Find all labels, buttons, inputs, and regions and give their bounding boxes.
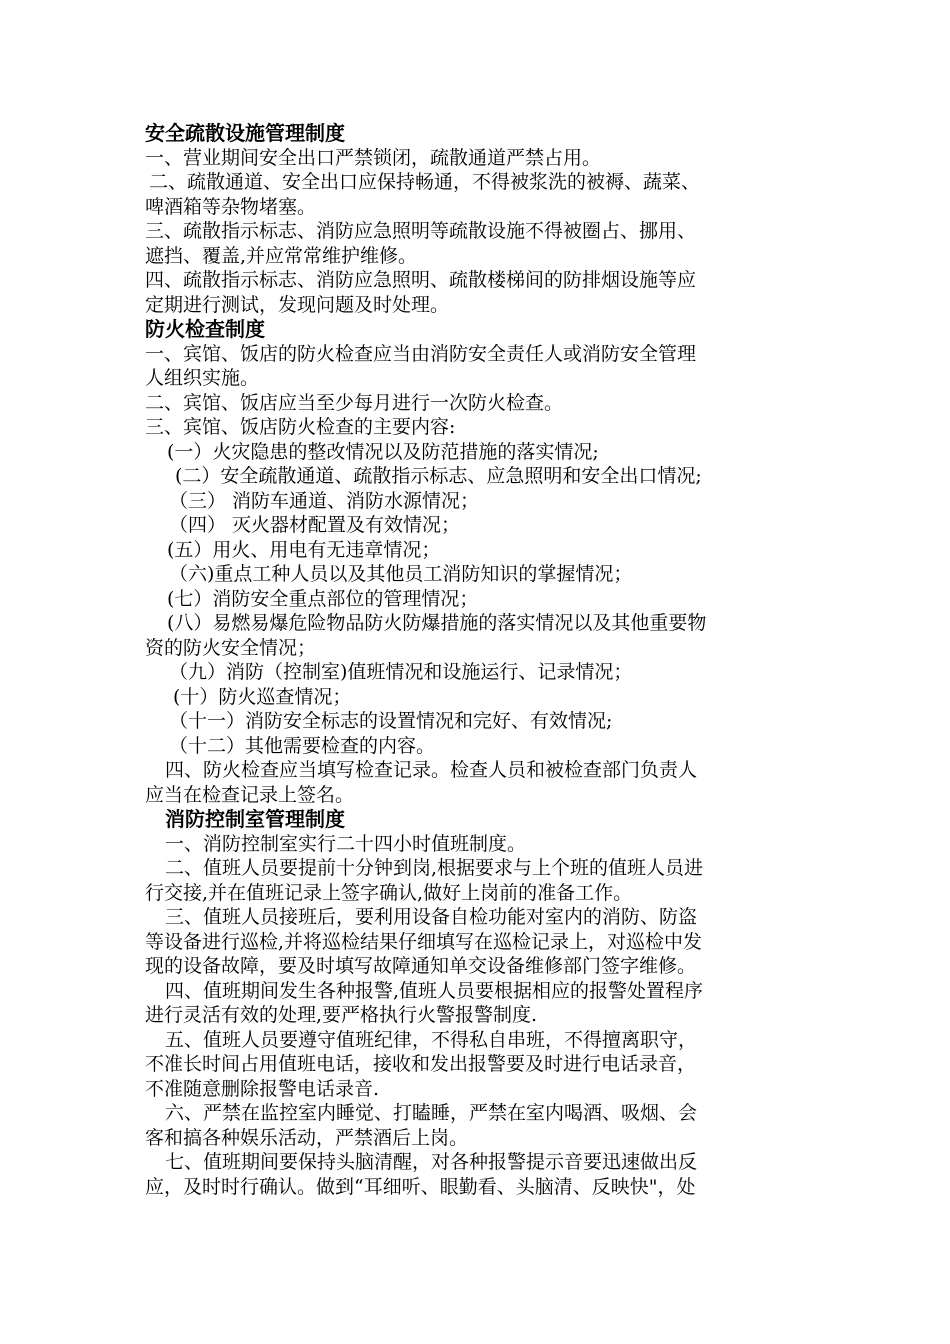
text-line: 五、值班人员要遵守值班纪律，不得私自串班，不得擅离职守， [165,1028,698,1051]
text-line: 等设备进行巡检,并将巡检结果仔细填写在巡检记录上，对巡检中发 [145,930,703,953]
text-line: 二、宾馆、饭店应当至少每月进行一次防火检查。 [145,391,564,414]
text-line: 不准随意删除报警电话录音. [145,1077,380,1100]
text-line: 资的防火安全情况； [145,636,317,659]
text-line: （四） 灭火器材配置及有效情况； [169,514,461,536]
text-line: 六、严禁在监控室内睡觉、打瞌睡，严禁在室内喝酒、吸烟、会 [165,1102,698,1124]
text-line: 七、值班期间要保持头脑清醒，对各种报警提示音要迅速做出反 [165,1151,698,1173]
text-line: （九）消防（控制室)值班情况和设施运行、记录情况； [169,661,633,683]
text-line: (一）火灾隐患的整改情况以及防范措施的落实情况; [167,440,599,463]
text-line: 一、宾馆、饭店的防火检查应当由消防安全责任人或消防安全管理 [145,342,697,365]
text-line: 啤酒箱等杂物堵塞。 [145,195,317,218]
text-line: 一、消防控制室实行二十四小时值班制度。 [165,832,527,855]
text-line: 定期进行测试，发现问题及时处理。 [145,293,450,316]
document-page [145,121,815,1199]
section-title-evacuation: 安全疏散设施管理制度 [145,121,345,145]
section-title-fire-inspection: 防火检查制度 [145,317,265,341]
text-line: （三） 消防车通道、消防水源情况； [169,489,480,512]
section-title-control-room: 消防控制室管理制度 [165,807,345,831]
text-line: (八）易燃易爆危险物品防火防爆措施的落实情况以及其他重要物 [167,612,707,634]
text-line: 一、营业期间安全出口严禁锁闭，疏散通道严禁占用。 [145,146,602,169]
text-line: (二）安全疏散通道、疏散指示标志、应急照明和安全出口情况; [175,465,702,487]
text-line: 不准长时间占用值班电话，接收和发出报警要及时进行电话录音， [145,1053,697,1075]
text-line: （六)重点工种人员以及其他员工消防知识的掌握情况； [169,563,633,585]
text-line: (七）消防安全重点部位的管理情况； [167,587,479,610]
text-line: 二、值班人员要提前十分钟到岗,根据要求与上个班的值班人员进 [165,857,704,879]
text-line: 行交接,并在值班记录上签字确认,做好上岗前的准备工作。 [145,881,633,904]
text-line: 人组织实施。 [145,367,260,389]
text-line: (五）用火、用电有无违章情况； [167,538,441,561]
text-line: 应，及时时行确认。做到“耳细听、眼勤看、头脑清、反映快"，处 [145,1175,696,1198]
text-line: 现的设备故障，要及时填写故障通知单交设备维修部门签字维修。 [145,955,697,977]
text-line: （十一）消防安全标志的设置情况和完好、有效情况; [169,710,613,732]
text-line: (十）防火巡查情况； [173,685,352,708]
text-line: 四、疏散指示标志、消防应急照明、疏散楼梯间的防排烟设施等应 [145,269,697,291]
text-line: 二、疏散通道、安全出口应保持畅通，不得被浆洗的被褥、蔬菜、 [149,171,701,193]
text-line: 三、宾馆、饭店防火检查的主要内容: [145,416,456,438]
text-line: 进行灵活有效的处理,要严格执行火警报警制度. [145,1004,538,1026]
text-line: 应当在检查记录上签名。 [145,783,355,806]
text-line: 客和搞各种娱乐活动，严禁酒后上岗。 [145,1126,469,1149]
text-line: 四、防火检查应当填写检查记录。检查人员和被检查部门负责人 [165,759,698,781]
text-line: 遮挡、覆盖,并应常常维护维修。 [145,244,418,267]
text-line: 三、疏散指示标志、消防应急照明等疏散设施不得被圈占、挪用、 [145,220,697,242]
text-line: 四、值班期间发生各种报警,值班人员要根据相应的报警处置程序 [165,979,704,1002]
text-line: 三、值班人员接班后，要利用设备自检功能对室内的消防、防盗 [165,906,698,928]
text-line: （十二）其他需要检查的内容。 [169,734,436,757]
